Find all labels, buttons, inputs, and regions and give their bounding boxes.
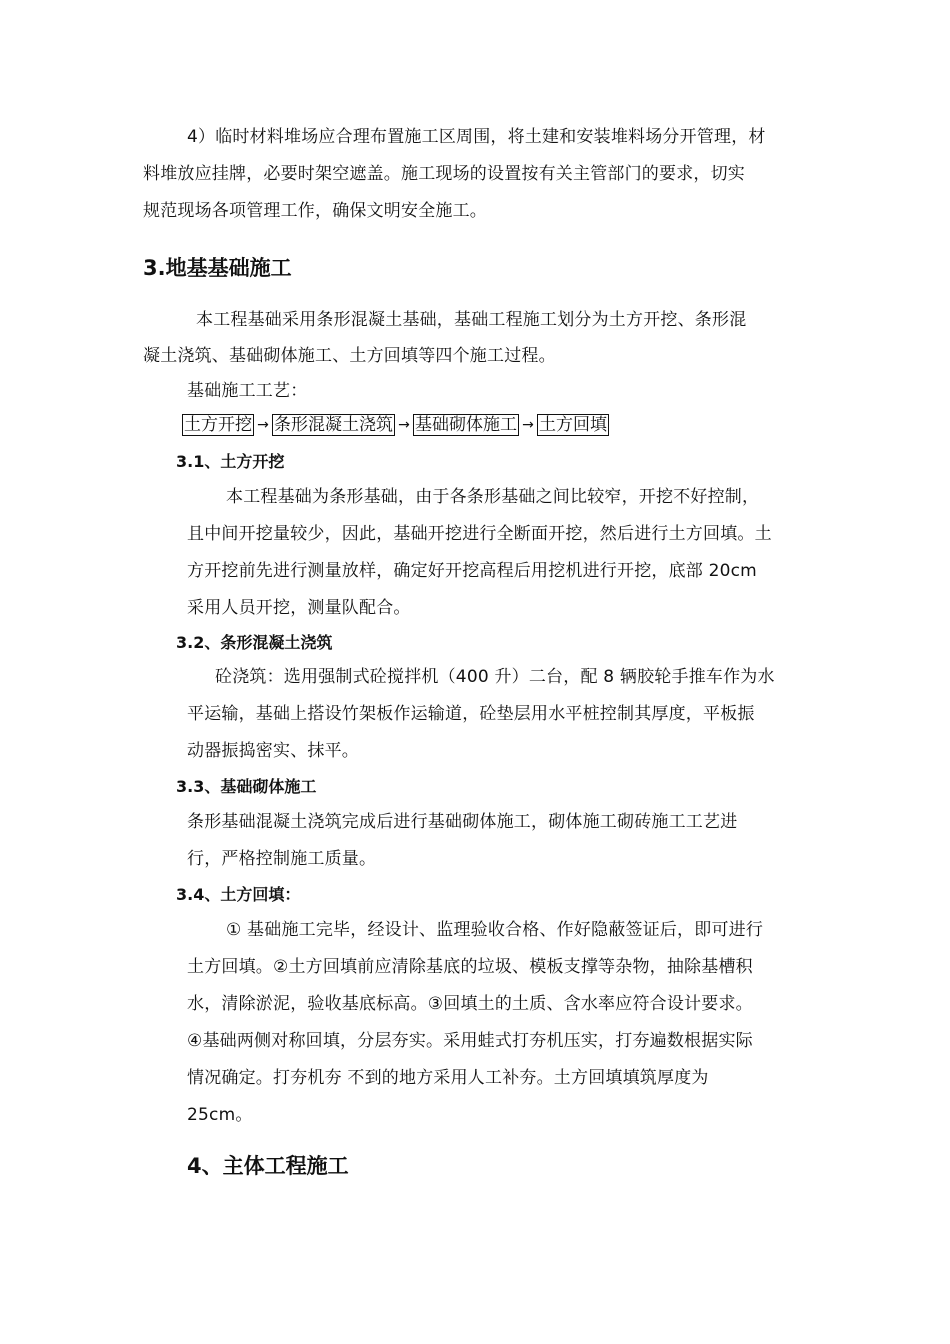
flow-arrow: → <box>398 417 410 433</box>
paragraph-line: 平运输，基础上搭设竹架板作运输道，砼垫层用水平桩控制其厚度，平板振 <box>187 704 755 724</box>
paragraph-line: 本工程基础采用条形混凝土基础，基础工程施工划分为土方开挖、条形混 <box>196 310 747 330</box>
paragraph-line: 情况确定。打夯机夯 不到的地方采用人工补夯。土方回填填筑厚度为 <box>187 1068 709 1088</box>
section-heading: 3.地基基础施工 <box>143 256 292 280</box>
paragraph-line: ④基础两侧对称回填，分层夯实。采用蛙式打夯机压实，打夯遍数根据实际 <box>187 1031 753 1051</box>
paragraph-line: 料堆放应挂牌，必要时架空遮盖。施工现场的设置按有关主管部门的要求，切实 <box>143 164 745 184</box>
paragraph-line: 25cm。 <box>187 1105 253 1125</box>
paragraph-line: 动器振捣密实、抹平。 <box>187 741 359 761</box>
paragraph-line: 且中间开挖量较少，因此，基础开挖进行全断面开挖，然后进行土方回填。土 <box>187 524 772 544</box>
flow-step: 条形混凝土浇筑 <box>274 415 393 435</box>
paragraph-line: 本工程基础为条形基础，由于各条形基础之间比较窄，开挖不好控制， <box>226 487 760 507</box>
flow-step: 土方回填 <box>539 415 607 435</box>
process-label: 基础施工工艺： <box>187 381 308 401</box>
paragraph-line: 规范现场各项管理工作，确保文明安全施工。 <box>143 201 487 221</box>
paragraph-line: 水，清除淤泥，验收基底标高。③回填土的土质、含水率应符合设计要求。 <box>187 994 753 1014</box>
paragraph-line: 条形基础混凝土浇筑完成后进行基础砌体施工，砌体施工砌砖施工工艺进 <box>187 812 738 832</box>
section-heading: 4、主体工程施工 <box>187 1154 349 1178</box>
paragraph-line: 4）临时材料堆场应合理布置施工区周围，将土建和安装堆料场分开管理，材 <box>187 127 766 147</box>
flow-step: 基础砌体施工 <box>415 415 517 435</box>
flow-arrow: → <box>522 417 534 433</box>
subsection-heading: 3.3、基础砌体施工 <box>176 777 317 796</box>
subsection-heading: 3.2、条形混凝土浇筑 <box>176 633 333 652</box>
flow-arrow: → <box>257 417 269 433</box>
paragraph-line: 行，严格控制施工质量。 <box>187 849 377 869</box>
paragraph-line: ① 基础施工完毕，经设计、监理验收合格、作好隐蔽签证后，即可进行 <box>226 920 764 940</box>
paragraph-line: 砼浇筑：选用强制式砼搅拌机（400 升）二台，配 8 辆胶轮手推车作为水 <box>215 667 775 687</box>
paragraph-line: 方开挖前先进行测量放样，确定好开挖高程后用挖机进行开挖，底部 20cm <box>187 561 757 581</box>
paragraph-line: 土方回填。②土方回填前应清除基底的垃圾、模板支撑等杂物，抽除基槽积 <box>187 957 753 977</box>
process-flow <box>182 414 609 436</box>
flow-step: 土方开挖 <box>184 415 252 435</box>
subsection-heading: 3.1、土方开挖 <box>176 452 285 471</box>
subsection-heading: 3.4、土方回填： <box>176 885 301 904</box>
paragraph-line: 采用人员开挖，测量队配合。 <box>187 598 411 618</box>
paragraph-line: 凝土浇筑、基础砌体施工、土方回填等四个施工过程。 <box>143 346 556 366</box>
